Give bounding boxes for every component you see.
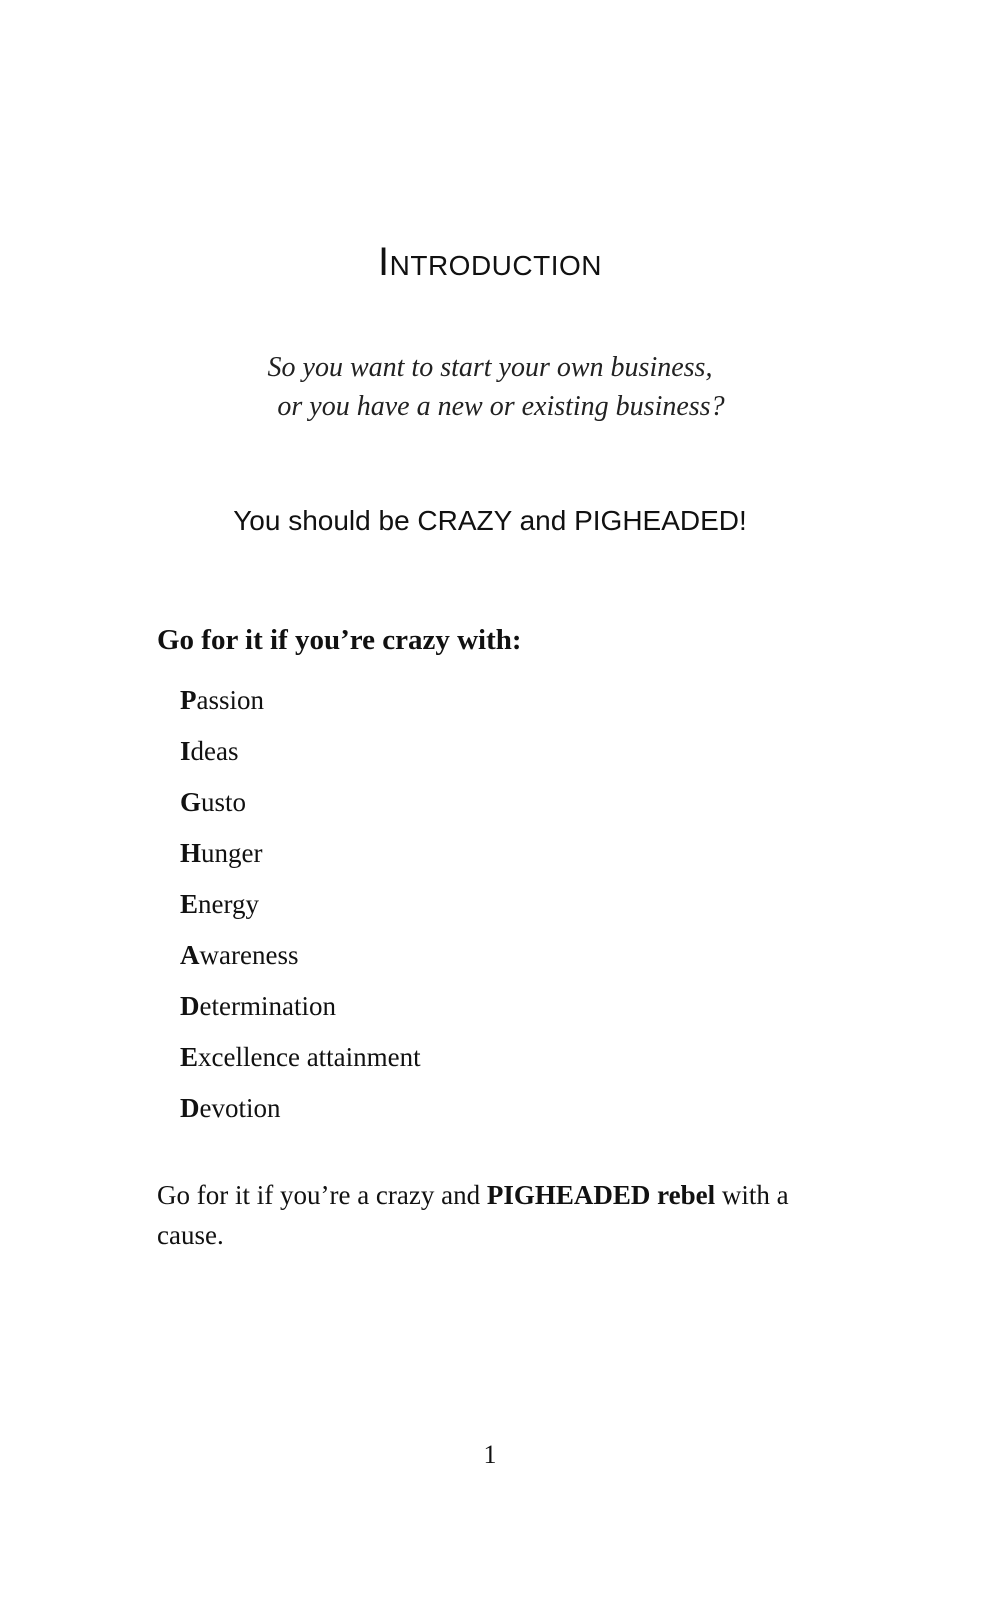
closing-bold: PIGHEADED rebel [486,1180,716,1210]
rest: nergy [198,889,260,919]
list-item [180,680,421,731]
rest: evotion [199,1093,281,1123]
initial: A [180,940,200,970]
list-item [180,884,421,935]
list-item [180,1037,421,1088]
closing-text-end: with a cause. [157,1180,789,1250]
initial: H [180,838,202,868]
rest: deas [190,736,239,766]
list-item [180,935,421,986]
chapter-title: Introduction [378,240,602,284]
list-item [180,731,421,782]
list-item [180,833,421,884]
rest: unger [201,838,263,868]
list-lead: Go for it if you’re crazy with: [157,624,522,656]
initial: D [180,991,200,1021]
acrostic-list [180,680,421,1139]
initial: E [180,889,199,919]
page-number: 1 [483,1440,497,1469]
initial: G [180,787,202,817]
closing-text: Go for it if you’re a crazy and [157,1180,487,1210]
initial: I [180,736,191,766]
epigraph-line: or you have a new or existing business? [277,391,725,422]
rest: xcellence attainment [198,1042,421,1072]
rest: etermination [199,991,336,1021]
rest: wareness [199,940,299,970]
initial: D [180,1093,200,1123]
list-item [180,782,421,833]
initial: E [180,1042,199,1072]
epigraph [0,348,980,426]
list-item [180,986,421,1037]
list-item [180,1088,421,1139]
subheading: You should be CRAZY and PIGHEADED! [233,505,747,536]
rest: usto [201,787,247,817]
closing-paragraph [157,1175,837,1255]
rest: assion [196,685,264,715]
epigraph-line: So you want to start your own business, [267,352,713,383]
initial: P [180,685,197,715]
